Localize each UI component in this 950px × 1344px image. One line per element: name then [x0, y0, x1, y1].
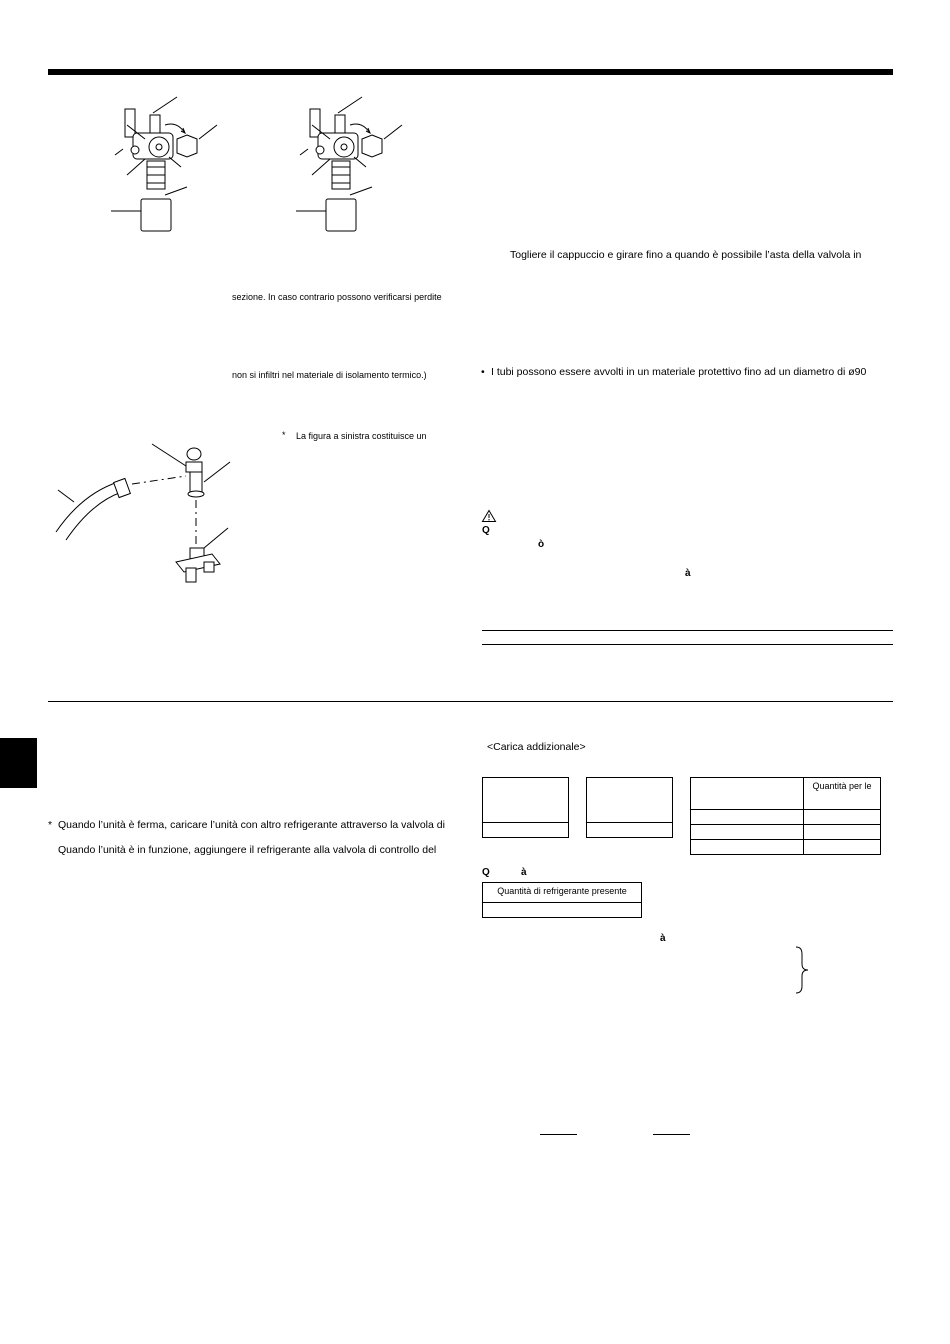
table-4-header: Quantità di refrigerante presente: [497, 886, 627, 896]
text-unita-funzione: Quando l’unità è in funzione, aggiungere il refrigerante alla valvola di controllo del: [58, 844, 437, 856]
right-rule-2: [482, 644, 893, 645]
table-4: [482, 882, 642, 918]
footnote-star: *: [48, 819, 53, 831]
right-rule-1: [482, 630, 893, 631]
text-isolamento-termico: non si infiltri nel materiale di isolamento termico.): [232, 370, 427, 380]
table-3: [690, 777, 881, 855]
valve-diagram-right: [290, 95, 410, 235]
hose-fitting-diagram: [52, 440, 242, 590]
text-togliere-cappuccio: Togliere il cappuccio e girare fino a quando è possibile l’asta della valvola in: [510, 249, 862, 261]
curly-brace: [794, 946, 810, 994]
warning-fragment-a: à: [685, 568, 691, 579]
section-divider: [48, 701, 893, 702]
text-unita-ferma: Quando l’unità è ferma, caricare l’unità con altro refrigerante attraverso la valvola di: [58, 819, 445, 831]
warning-triangle-icon: [482, 510, 496, 522]
warning-fragment-q: Q: [482, 525, 490, 536]
fraction-bar-1: [540, 1134, 577, 1135]
table-2: [586, 777, 673, 838]
text-figura-sinistra: La figura a sinistra costituisce un: [296, 431, 427, 441]
side-language-tab: [0, 738, 37, 788]
table-1: [482, 777, 569, 838]
warning-fragment-o: ò: [538, 539, 545, 550]
footnote-marker: *: [282, 430, 286, 440]
header-rule: [48, 69, 893, 75]
bullet-marker: •: [481, 366, 485, 378]
table-3-header: Quantità per le: [812, 781, 872, 791]
fraction-bar-2: [653, 1134, 690, 1135]
text-sezione-perdite: sezione. In caso contrario possono verificarsi perdite: [232, 292, 442, 302]
carica-addizionale-heading: <Carica addizionale>: [487, 741, 586, 753]
lower-fragment-a: à: [660, 933, 666, 944]
text-tubi-protettivo: I tubi possono essere avvolti in un materiale protettivo fino ad un diametro di ø90: [491, 366, 867, 378]
valve-diagram-left: [105, 95, 225, 235]
qa-fragment-a: à: [521, 867, 527, 878]
qa-fragment-q: Q: [482, 867, 490, 878]
